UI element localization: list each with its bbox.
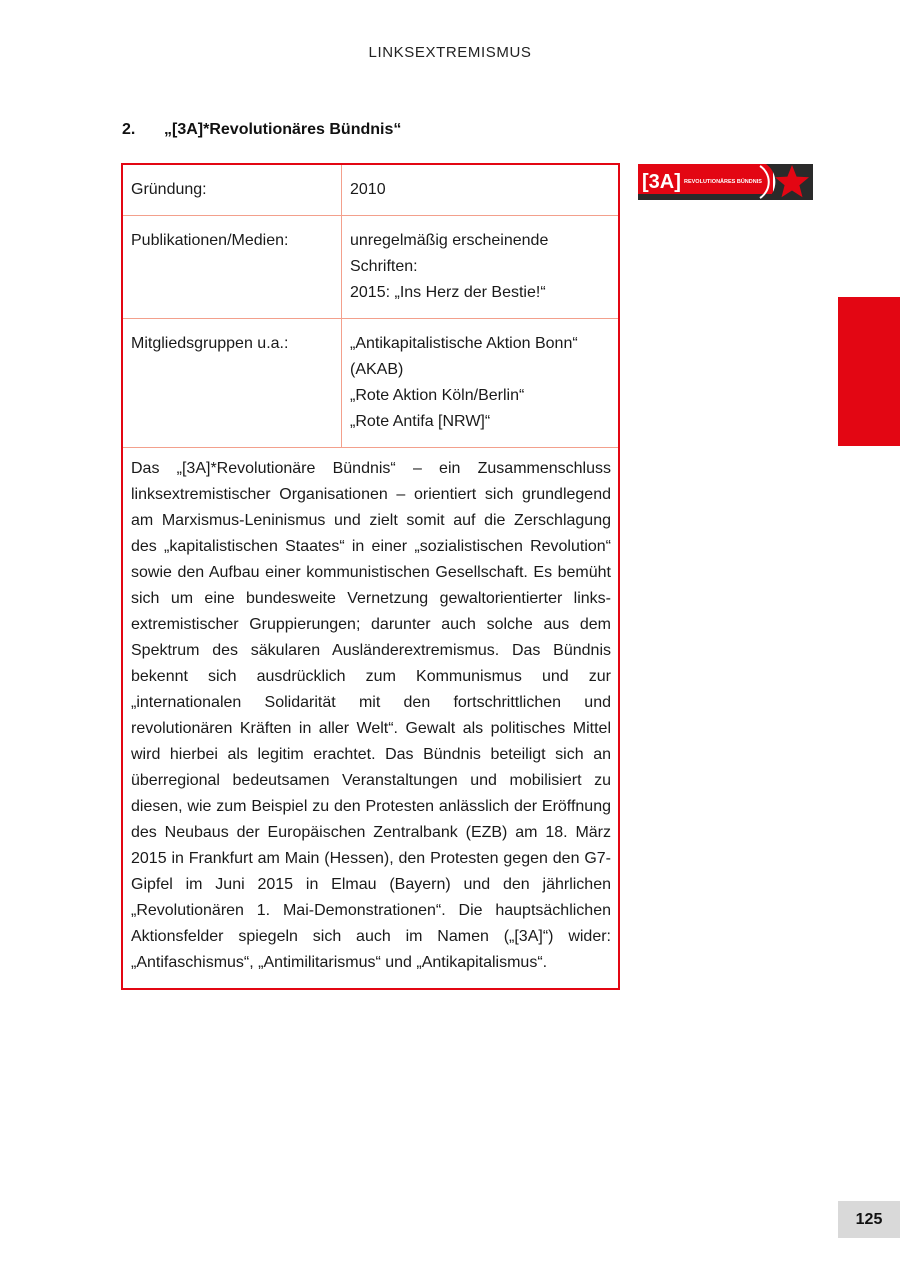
chapter-tab-marker [838,297,900,446]
section-title: „[3A]*Revolutionäres Bündnis“ [164,121,402,138]
info-row-founding [123,165,618,216]
info-table [123,165,618,448]
info-value-line: unregelmäßig erscheinende [350,232,549,249]
info-value-line: 2015: „Ins Herz der Bestie!“ [350,284,546,301]
info-value-line: „Antikapitalistische Aktion Bonn“ [350,335,578,352]
info-value [342,165,619,216]
info-value-line: 2010 [350,181,386,198]
section-heading [122,121,401,139]
info-row-publications [123,216,618,319]
logo-subtext: REVOLUTIONÄRES BÜNDNIS [684,179,762,185]
running-header: LINKSEXTREMISMUS [368,44,532,61]
organization-logo [638,162,813,202]
info-value-line: „Rote Aktion Köln/Berlin“ [350,387,525,404]
info-box [121,163,620,990]
info-value [342,319,619,448]
description-paragraph: Das „[3A]*Revolutionäre Bündnis“ – ein Zusammenschluss linksextremistischer Organisationen – orientiert sich grundlegend am Marxismus-Leninismus und zielt somit auf die Zerschlagung des „kapitalistischen Staates“ in einer „sozialistischen Revolution“ sowie den Aufbau einer kommunistischen Gesellschaft. Es bemüht sich um eine bundesweite Vernetzung gewaltorientierter linksextremistischer Gruppierungen; darunter auch solche aus dem Spektrum des säkularen Ausländerextremismus. Das Bündnis bekennt sich ausdrücklich zum Kommunismus und zur „internationalen Solidarität mit den fortschrittlichen und revolutionären Kräften in aller Welt“. Gewalt als politisches Mittel wird hierbei als legitim erachtet. Das Bündnis beteiligt sich an überregional bedeutsamen Veranstaltungen und mobilisiert zu diesen, wie zum Beispiel zu den Protesten anlässlich der Eröffnung des Neubaus der Europäischen Zentralbank (EZB) am 18. März 2015 in Frankfurt am Main (Hessen), den Protesten gegen den G7-Gipfel im Juni 2015 in Elmau (Bayern) und den jährlichen „Revolutionären 1. Mai-Demonstrationen“. Die hauptsächlichen Aktionsfelder spiegeln sich auch im Namen („[3A]“) wider: „Antifaschismus“, „Antimilitarismus“ und „Antikapitalismus“. [131,460,611,971]
info-label: Publikationen/Medien: [123,216,342,319]
info-value [342,216,619,319]
page-number: 125 [838,1201,900,1238]
info-row-member-groups [123,319,618,448]
section-number: 2. [122,121,136,138]
logo-mark-text: [3A] [642,171,681,193]
info-label: Gründung: [123,165,342,216]
info-value-line: (AKAB) [350,361,404,378]
info-label: Mitgliedsgruppen u.a.: [123,319,342,448]
info-value-line: „Rote Antifa [NRW]“ [350,413,491,430]
info-value-line: Schriften: [350,258,418,275]
